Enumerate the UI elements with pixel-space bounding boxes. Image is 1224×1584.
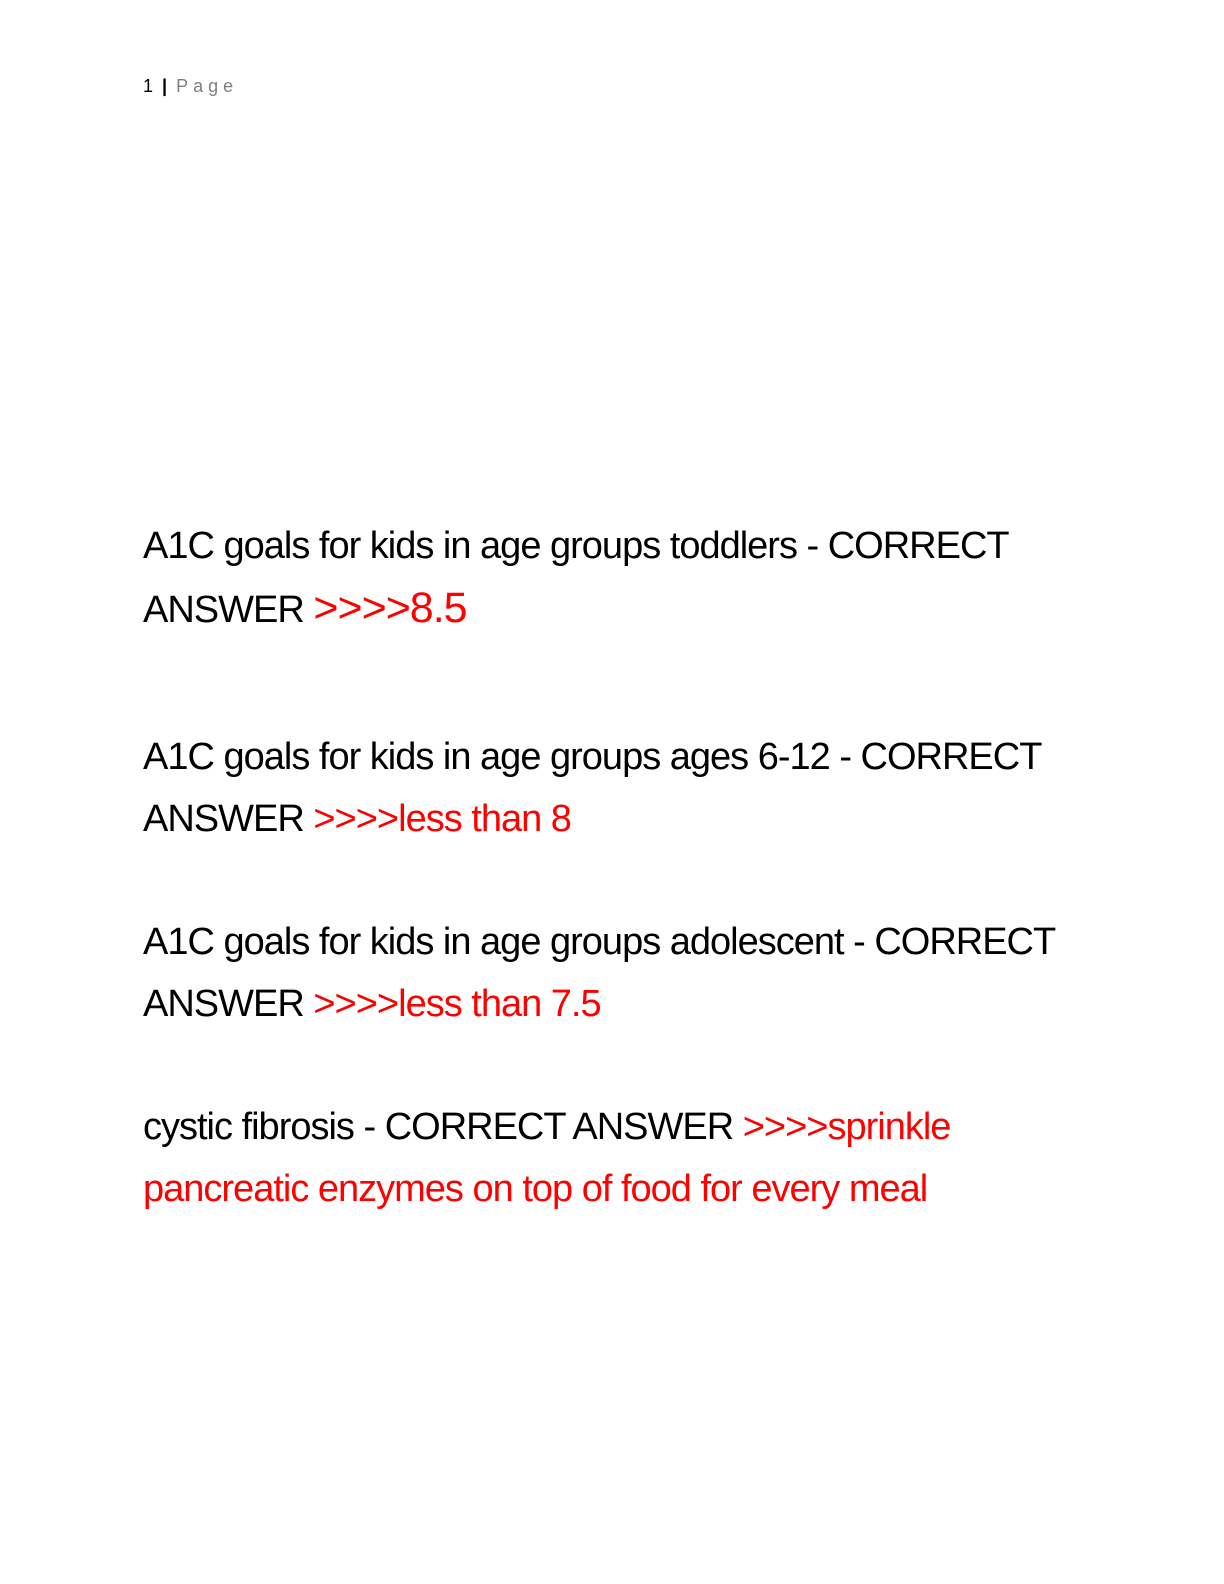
qa-item-toddlers xyxy=(143,515,1083,641)
question-text: A1C goals for kids in age groups adolescent - CORRECT ANSWER xyxy=(143,921,1055,1025)
question-text: cystic fibrosis - CORRECT ANSWER xyxy=(143,1106,743,1148)
qa-item-ages-6-12 xyxy=(143,726,1083,850)
page-header xyxy=(143,74,238,98)
qa-item-adolescent xyxy=(143,911,1083,1035)
qa-item-cystic-fibrosis xyxy=(143,1096,1083,1220)
answer-text: >>>>less than 7.5 xyxy=(313,983,601,1025)
question-text: A1C goals for kids in age groups ages 6-12 - CORRECT ANSWER xyxy=(143,736,1041,840)
question-text: A1C goals for kids in age groups toddlers - CORRECT ANSWER xyxy=(143,525,1008,631)
answer-text: >>>>sprinkle pancreatic enzymes on top of food for every meal xyxy=(143,1106,951,1210)
page-separator: | xyxy=(162,76,168,96)
page-number: 1 xyxy=(143,76,154,96)
answer-text: >>>>less than 8 xyxy=(313,798,571,840)
page-label: Page xyxy=(176,76,239,96)
answer-text: >>>>8.5 xyxy=(313,584,467,632)
